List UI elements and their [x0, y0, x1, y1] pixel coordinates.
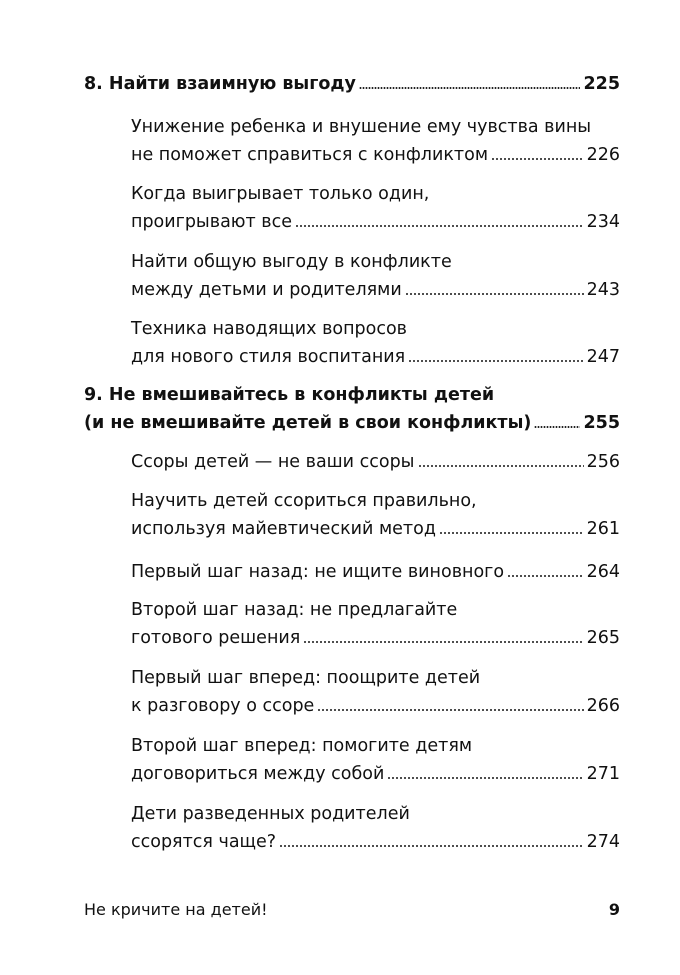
page-number: 247 — [586, 347, 620, 367]
section-title: Первый шаг вперед: поощрите детей — [131, 668, 481, 688]
section-title: Дети разведенных родителей — [131, 804, 410, 824]
dot-leader — [317, 709, 583, 711]
section-title: договориться между собой — [131, 764, 385, 784]
toc-chapter-9[interactable] — [84, 381, 620, 437]
dot-leader — [418, 465, 584, 467]
toc-section-9-7[interactable] — [131, 800, 620, 856]
toc-section-8-3[interactable] — [131, 248, 620, 304]
folio-page-number: 9 — [608, 900, 620, 919]
page-number: 243 — [586, 280, 620, 300]
section-title: Когда выигрывает только один, — [131, 184, 430, 204]
dot-leader — [405, 293, 584, 295]
section-title: между детьми и родителями — [131, 280, 402, 300]
section-title: для нового стиля воспитания — [131, 347, 406, 367]
dot-leader — [534, 426, 580, 428]
toc-section-9-1[interactable] — [131, 448, 620, 476]
section-title: Ссоры детей — не ваши ссоры — [131, 452, 415, 472]
section-title: проигрывают все — [131, 212, 292, 232]
section-title: используя майевтический метод — [131, 519, 436, 539]
section-title: Первый шаг назад: не ищите виновного — [131, 562, 505, 582]
dot-leader — [295, 225, 584, 227]
section-title: Унижение ребенка и внушение ему чувства вины — [131, 117, 592, 137]
section-title: Второй шаг вперед: помогите детям — [131, 736, 473, 756]
dot-leader — [387, 777, 583, 779]
dot-leader — [279, 845, 584, 847]
toc-section-8-2[interactable] — [131, 180, 620, 236]
dot-leader — [408, 360, 583, 362]
chapter-title: 8. Найти взаимную выгоду — [84, 74, 356, 94]
dot-leader — [439, 532, 584, 534]
section-title: Найти общую выгоду в конфликте — [131, 252, 452, 272]
page-number: 225 — [583, 74, 620, 94]
toc-section-8-1[interactable] — [131, 113, 620, 169]
page-number: 234 — [586, 212, 620, 232]
page-number: 271 — [586, 764, 620, 784]
dot-leader — [359, 87, 581, 89]
dot-leader — [491, 158, 584, 160]
section-title: не поможет справиться с конфликтом — [131, 145, 489, 165]
page-number: 266 — [586, 696, 620, 716]
toc-section-9-2[interactable] — [131, 487, 620, 543]
dot-leader — [303, 641, 583, 643]
page-number: 265 — [586, 628, 620, 648]
page-number: 256 — [586, 452, 620, 472]
section-title: Техника наводящих вопросов — [131, 319, 407, 339]
dot-leader — [507, 575, 584, 577]
section-title: Второй шаг назад: не предлагайте — [131, 600, 458, 620]
running-footer-title: Не кричите на детей! — [84, 900, 268, 919]
page-number: 255 — [583, 413, 620, 433]
page-number: 264 — [586, 562, 620, 582]
page-number: 226 — [586, 145, 620, 165]
section-title: Научить детей ссориться правильно, — [131, 491, 477, 511]
toc-section-9-5[interactable] — [131, 664, 620, 720]
toc-section-9-6[interactable] — [131, 732, 620, 788]
toc-chapter-8[interactable] — [84, 70, 620, 98]
section-title: к разговору о ссоре — [131, 696, 315, 716]
toc-section-8-4[interactable] — [131, 315, 620, 371]
section-title: готового решения — [131, 628, 301, 648]
chapter-title: (и не вмешивайте детей в свои конфликты) — [84, 413, 532, 433]
page-number: 261 — [586, 519, 620, 539]
chapter-title: 9. Не вмешивайтесь в конфликты детей — [84, 385, 495, 405]
toc-section-9-3[interactable] — [131, 558, 620, 586]
section-title: ссорятся чаще? — [131, 832, 277, 852]
page-number: 274 — [586, 832, 620, 852]
toc-section-9-4[interactable] — [131, 596, 620, 652]
